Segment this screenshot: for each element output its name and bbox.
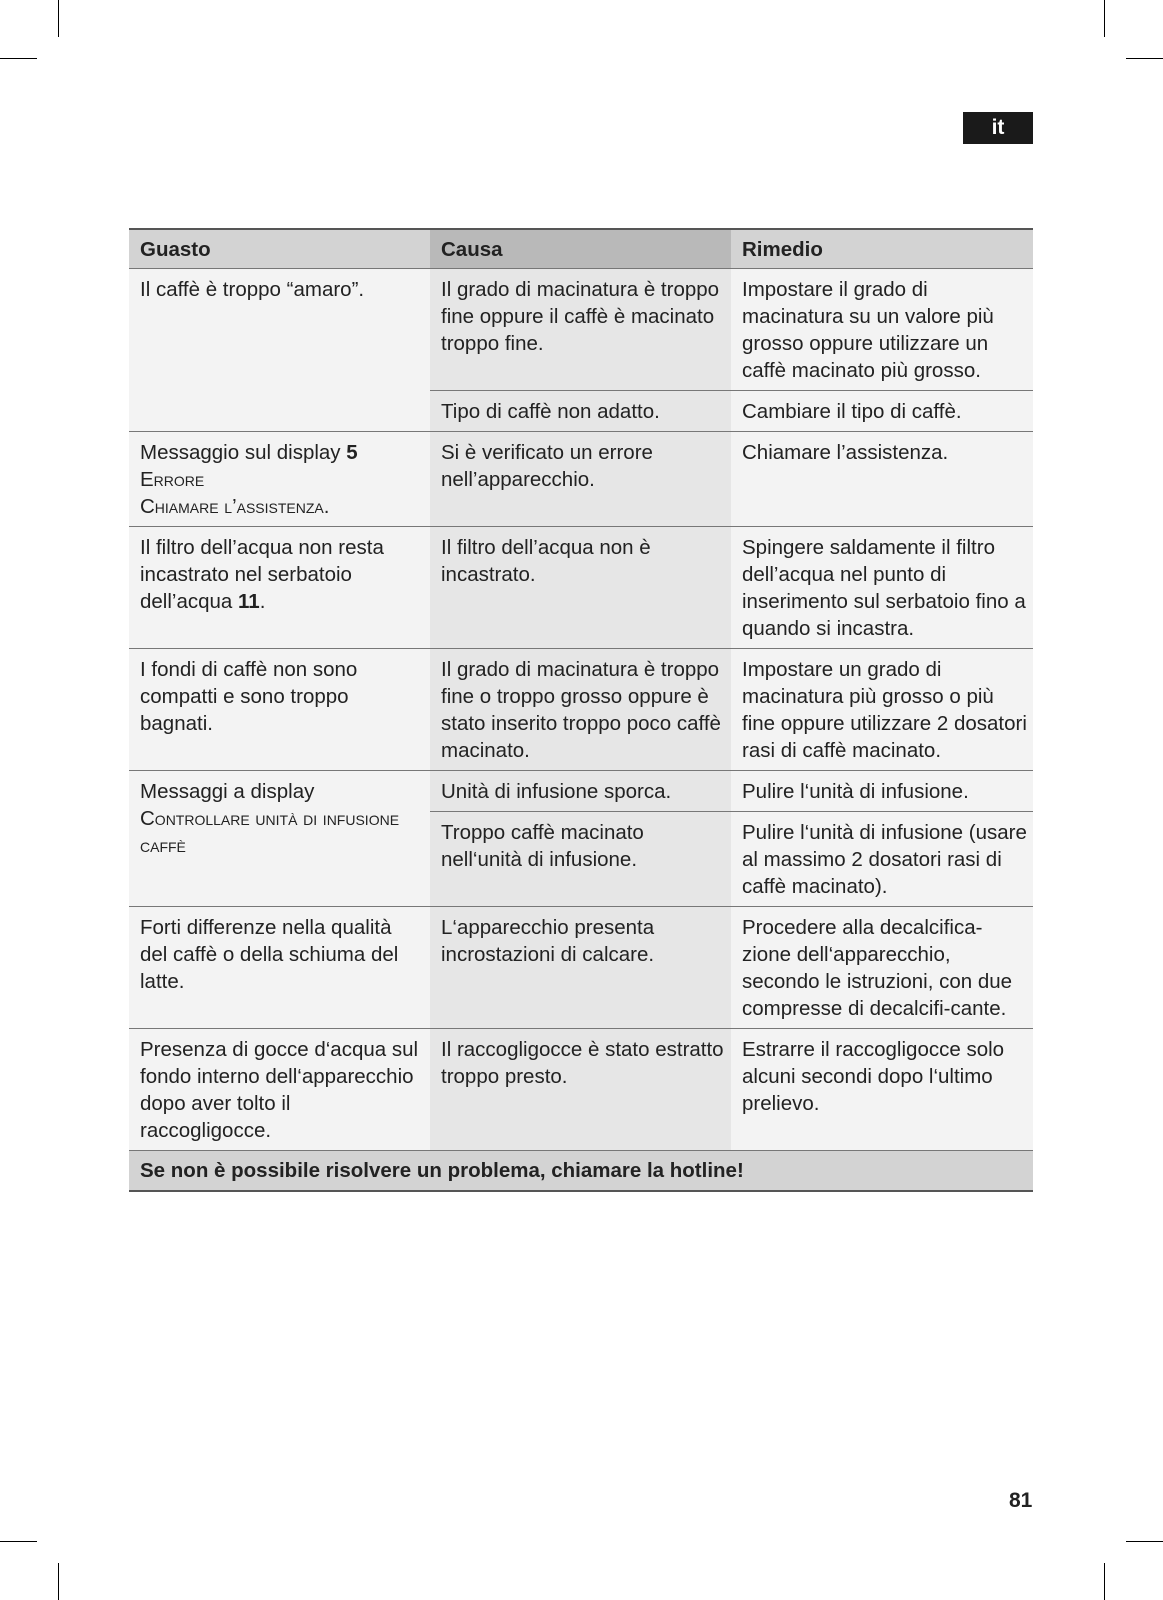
crop-mark bbox=[1126, 1541, 1163, 1542]
causa-cell: Troppo caffè macinato nell‘unità di infusione. bbox=[430, 812, 731, 907]
table-row bbox=[129, 527, 1033, 649]
guasto-ref: 5 bbox=[346, 441, 358, 464]
causa-cell: Il filtro dell’acqua non è incastrato. bbox=[430, 527, 731, 649]
crop-mark bbox=[58, 0, 59, 37]
rimedio-cell: Chiamare l’assistenza. bbox=[731, 432, 1033, 527]
causa-cell: Tipo di caffè non adatto. bbox=[430, 391, 731, 432]
table-row bbox=[129, 269, 1033, 391]
causa-cell: L‘apparecchio presenta incrostazioni di calcare. bbox=[430, 907, 731, 1029]
rimedio-cell: Procedere alla decalcifica-zione dell‘apparecchio, secondo le istruzioni, con due compresse di decalcifi-cante. bbox=[731, 907, 1033, 1029]
rimedio-cell: Impostare il grado di macinatura su un valore più grosso oppure utilizzare un caffè macinato più grosso. bbox=[731, 269, 1033, 391]
rimedio-cell: Cambiare il tipo di caffè. bbox=[731, 391, 1033, 432]
guasto-text: Il filtro dell’acqua non resta incastrato nel serbatoio dell’acqua bbox=[140, 536, 384, 613]
guasto-text: Messaggi a display bbox=[140, 780, 315, 803]
crop-mark bbox=[58, 1563, 59, 1600]
causa-cell: Il raccogligocce è stato estratto troppo presto. bbox=[430, 1029, 731, 1151]
header-causa: Causa bbox=[430, 229, 731, 269]
causa-cell: Unità di infusione sporca. bbox=[430, 771, 731, 812]
troubleshooting-table bbox=[129, 228, 1033, 1192]
hotline-row bbox=[129, 1151, 1033, 1192]
causa-cell: Il grado di macinatura è troppo fine o troppo grosso oppure è stato inserito troppo poco caffè macinato. bbox=[430, 649, 731, 771]
guasto-cell: Il caffè è troppo “amaro”. bbox=[129, 269, 430, 432]
causa-cell: Si è verificato un errore nell’apparecchio. bbox=[430, 432, 731, 527]
guasto-cell: Presenza di gocce d‘acqua sul fondo interno dell‘apparecchio dopo aver tolto il raccogligocce. bbox=[129, 1029, 430, 1151]
guasto-end: . bbox=[259, 590, 266, 613]
rimedio-cell: Pulire l‘unità di infusione. bbox=[731, 771, 1033, 812]
guasto-cell bbox=[129, 771, 430, 907]
rimedio-cell: Estrarre il raccogligocce solo alcuni secondi dopo l‘ultimo prelievo. bbox=[731, 1029, 1033, 1151]
guasto-cell: Forti differenze nella qualità del caffè o della schiuma del latte. bbox=[129, 907, 430, 1029]
guasto-cell bbox=[129, 527, 430, 649]
crop-mark bbox=[0, 1541, 37, 1542]
display-message: Controllare unità di infusione caffè bbox=[140, 807, 400, 857]
table-row bbox=[129, 771, 1033, 812]
crop-mark bbox=[1104, 0, 1105, 37]
rimedio-cell: Pulire l‘unità di infusione (usare al massimo 2 dosatori rasi di caffè macinato). bbox=[731, 812, 1033, 907]
display-message: Chiamare l’assistenza. bbox=[140, 495, 330, 518]
language-badge: it bbox=[963, 112, 1033, 144]
hotline-note: Se non è possibile risolvere un problema, chiamare la hotline! bbox=[129, 1151, 1033, 1192]
table-header-row bbox=[129, 229, 1033, 269]
header-rimedio: Rimedio bbox=[731, 229, 1033, 269]
table-row bbox=[129, 907, 1033, 1029]
header-guasto: Guasto bbox=[129, 229, 430, 269]
table-row bbox=[129, 649, 1033, 771]
crop-mark bbox=[1126, 58, 1163, 59]
crop-mark bbox=[1104, 1563, 1105, 1600]
table-row bbox=[129, 1029, 1033, 1151]
page-number: 81 bbox=[1009, 1489, 1033, 1512]
guasto-text: Messaggio sul display bbox=[140, 441, 347, 464]
display-message: Errore bbox=[140, 468, 205, 491]
crop-mark bbox=[0, 58, 37, 59]
guasto-ref: 11 bbox=[238, 590, 260, 613]
rimedio-cell: Impostare un grado di macinatura più grosso o più fine oppure utilizzare 2 dosatori rasi di caffè macinato. bbox=[731, 649, 1033, 771]
guasto-cell: I fondi di caffè non sono compatti e sono troppo bagnati. bbox=[129, 649, 430, 771]
table-row bbox=[129, 432, 1033, 527]
guasto-cell bbox=[129, 432, 430, 527]
causa-cell: Il grado di macinatura è troppo fine oppure il caffè è macinato troppo fine. bbox=[430, 269, 731, 391]
rimedio-cell: Spingere saldamente il filtro dell’acqua nel punto di inserimento sul serbatoio fino a quando si incastra. bbox=[731, 527, 1033, 649]
